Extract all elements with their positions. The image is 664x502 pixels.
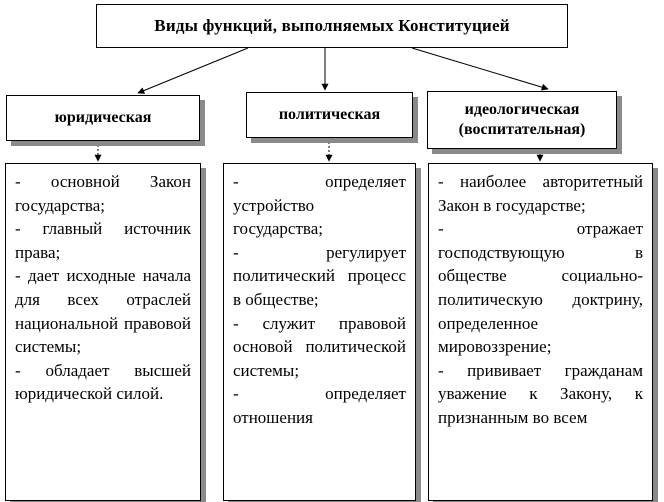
list-item: - наиболее авторитетный Закон в государстве;: [438, 172, 643, 215]
heading-legal: [6, 95, 200, 141]
arrow-title-to-legal: [138, 48, 248, 93]
heading-legal-text: юридическая: [54, 109, 152, 126]
heading-political-text: политическая: [278, 106, 381, 123]
list-item: - основной Закон государства;: [15, 172, 191, 215]
list-legal: [5, 163, 201, 501]
list-ideological: [428, 163, 653, 501]
list-item: - служит правовой основой политической системы;: [233, 313, 406, 380]
list-item: - определяет устройство государства;: [233, 172, 406, 239]
list-item: - прививает гражданам уважение к Закону, к признанным во всем: [438, 360, 643, 427]
heading-political: [246, 92, 413, 138]
list-item: - дает исходные начала для всех отраслей национальной правовой системы;: [15, 266, 191, 357]
heading-ideological-line1: идеологическая: [464, 101, 580, 118]
list-item: - обладает высшей юридической силой.: [15, 360, 191, 404]
list-item: - регулирует политический процесс в обществе;: [233, 242, 406, 309]
list-item: - отражает господствующую в обществе социально-политическую доктрину, определенное мировоззрение;: [438, 219, 643, 357]
diagram-title-text: Виды функций, выполняемых Конституцией: [154, 16, 510, 35]
list-item: - главный источник права;: [15, 219, 191, 262]
list-item: - определяет отношения: [233, 384, 406, 427]
diagram-title: [96, 4, 568, 48]
heading-ideological-line2: (воспитательная): [458, 121, 586, 138]
arrow-title-to-ideological: [412, 48, 548, 89]
heading-ideological: [427, 91, 617, 149]
list-political: [223, 163, 416, 501]
